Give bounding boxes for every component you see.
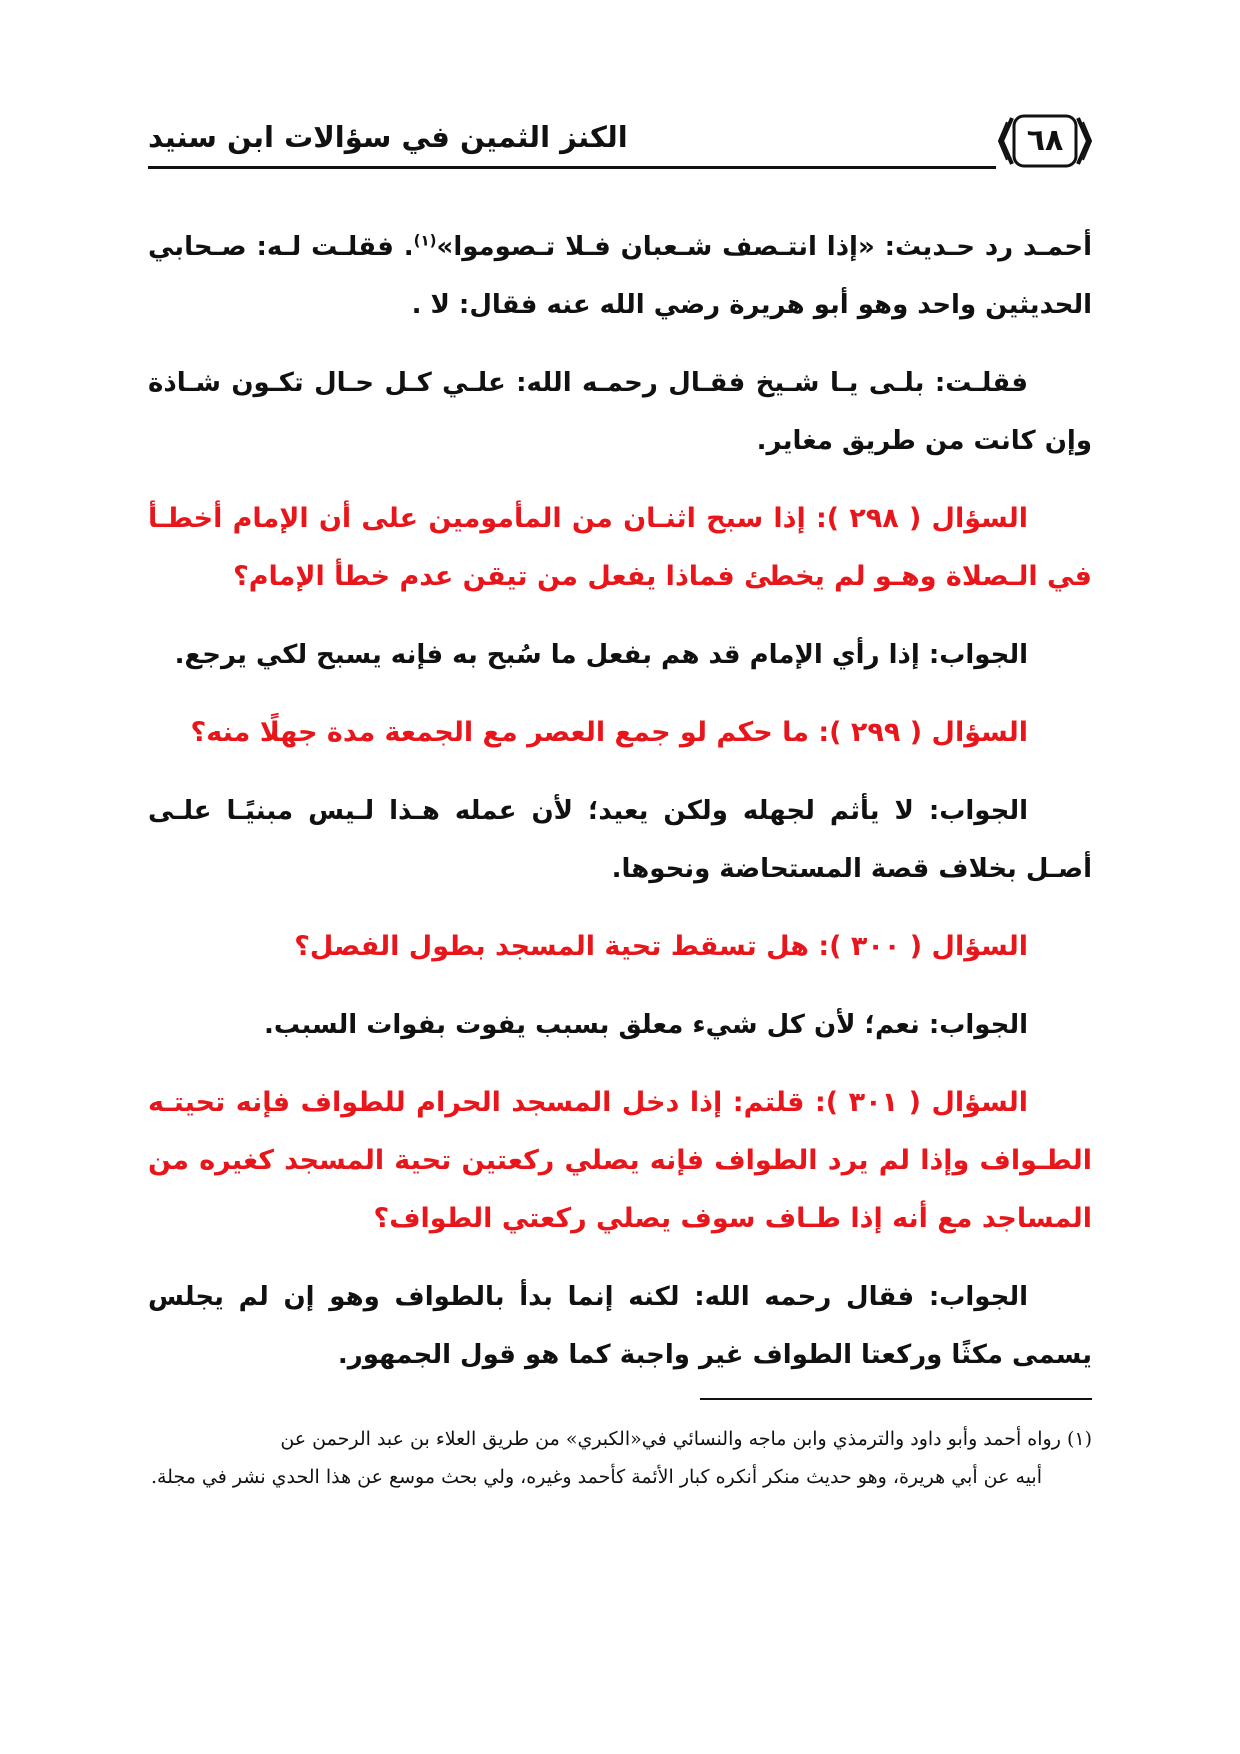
footnote-1-first-line — [148, 1420, 1092, 1458]
footnote-1 — [148, 1420, 1092, 1496]
answer-301-text: : فقال رحمه الله: لكنه إنما بدأ بالطواف وهو إن لم يجلس يسمى مكثًا وركعتا الطواف غير واجبة كما هو قول الجمهور. — [148, 1282, 1092, 1370]
answer-label: الجواب — [939, 640, 1028, 670]
paragraph-1-rest: . فقلـت لـه: صـحابي الحديثين واحد وهو أبو هريرة رضي الله عنه فقال: لا . — [148, 232, 1092, 320]
book-title: الكنز الثمين في سؤالات ابن سنيد — [148, 120, 628, 154]
question-298: السؤال ( ٢٩٨ ): إذا سبح اثنـان من المأمومين على أن الإمام أخطـأ في الـصلاة وهـو لم يخطئ فماذا يفعل من تيقن عدم خطأ الإمام؟ — [148, 503, 1092, 592]
answer-300 — [148, 996, 1092, 1054]
footnote-ref-1[interactable]: (١) — [413, 231, 437, 250]
answer-300-text: : نعم؛ لأن كل شيء معلق بسبب يفوت بفوات السبب. — [264, 1010, 940, 1040]
page-header — [148, 112, 1092, 176]
answer-299-text: : لا يأثم لجهله ولكن يعيد؛ لأن عمله هـذا لـيس مبنيًـا علـى أصـل بخلاف قصة المستحاضة ونحوها. — [148, 796, 1092, 884]
question-300: السؤال ( ٣٠٠ ): هل تسقط تحية المسجد بطول الفصل؟ — [294, 931, 1028, 962]
question-299: السؤال ( ٢٩٩ ): ما حكم لو جمع العصر مع الجمعة مدة جهلًا منه؟ — [190, 717, 1028, 748]
paragraph-2: فقلـت: بلـى يـا شـيخ فقـال رحمـه الله: علـي كـل حـال تكـون شـاذة وإن كانت من طريق مغاير. — [148, 368, 1092, 456]
footnote-divider — [700, 1398, 1092, 1400]
answer-301 — [148, 1268, 1092, 1384]
answer-label: الجواب — [939, 1010, 1028, 1040]
header-divider — [148, 166, 996, 169]
answer-label: الجواب — [939, 796, 1028, 826]
answer-298-text: : إذا رأي الإمام قد هم بفعل ما سُبح به فإنه يسبح لكي يرجع. — [174, 640, 940, 670]
footnote-1-text: رواه أحمد وأبو داود والترمذي وابن ماجه والنسائي في«الكبري» من طريق العلاء بن عبد الرحمن عن — [280, 1428, 1061, 1450]
answer-label: الجواب — [939, 1282, 1028, 1312]
question-301: السؤال ( ٣٠١ ): قلتم: إذا دخل المسجد الحرام للطواف فإنه تحيتـه الطـواف وإذا لم يرد الطواف فإنه يصلي ركعتين تحية المسجد كغيره من المساجد مع أنه إذا طـاف سوف يصلي ركعتي الطواف؟ — [148, 1087, 1092, 1234]
page-number-frame — [998, 112, 1092, 170]
answer-298 — [148, 626, 1092, 684]
page-number: ٦٨ — [1026, 123, 1064, 158]
paragraph-1-text: أحمـد رد حـديث: «إذا انتـصف شـعبان فـلا تـصوموا» — [436, 232, 1093, 262]
answer-299 — [148, 782, 1092, 898]
footnote-1-continuation: أبيه عن أبي هريرة، وهو حديث منكر أنكره كبار الأئمة كأحمد وغيره، ولي بحث موسع عن هذا الحدي نشر في مجلة. — [150, 1466, 1042, 1488]
footnote-number: (١) — [1066, 1428, 1092, 1450]
paragraph-1 — [148, 218, 1092, 334]
main-text — [148, 218, 1092, 1404]
